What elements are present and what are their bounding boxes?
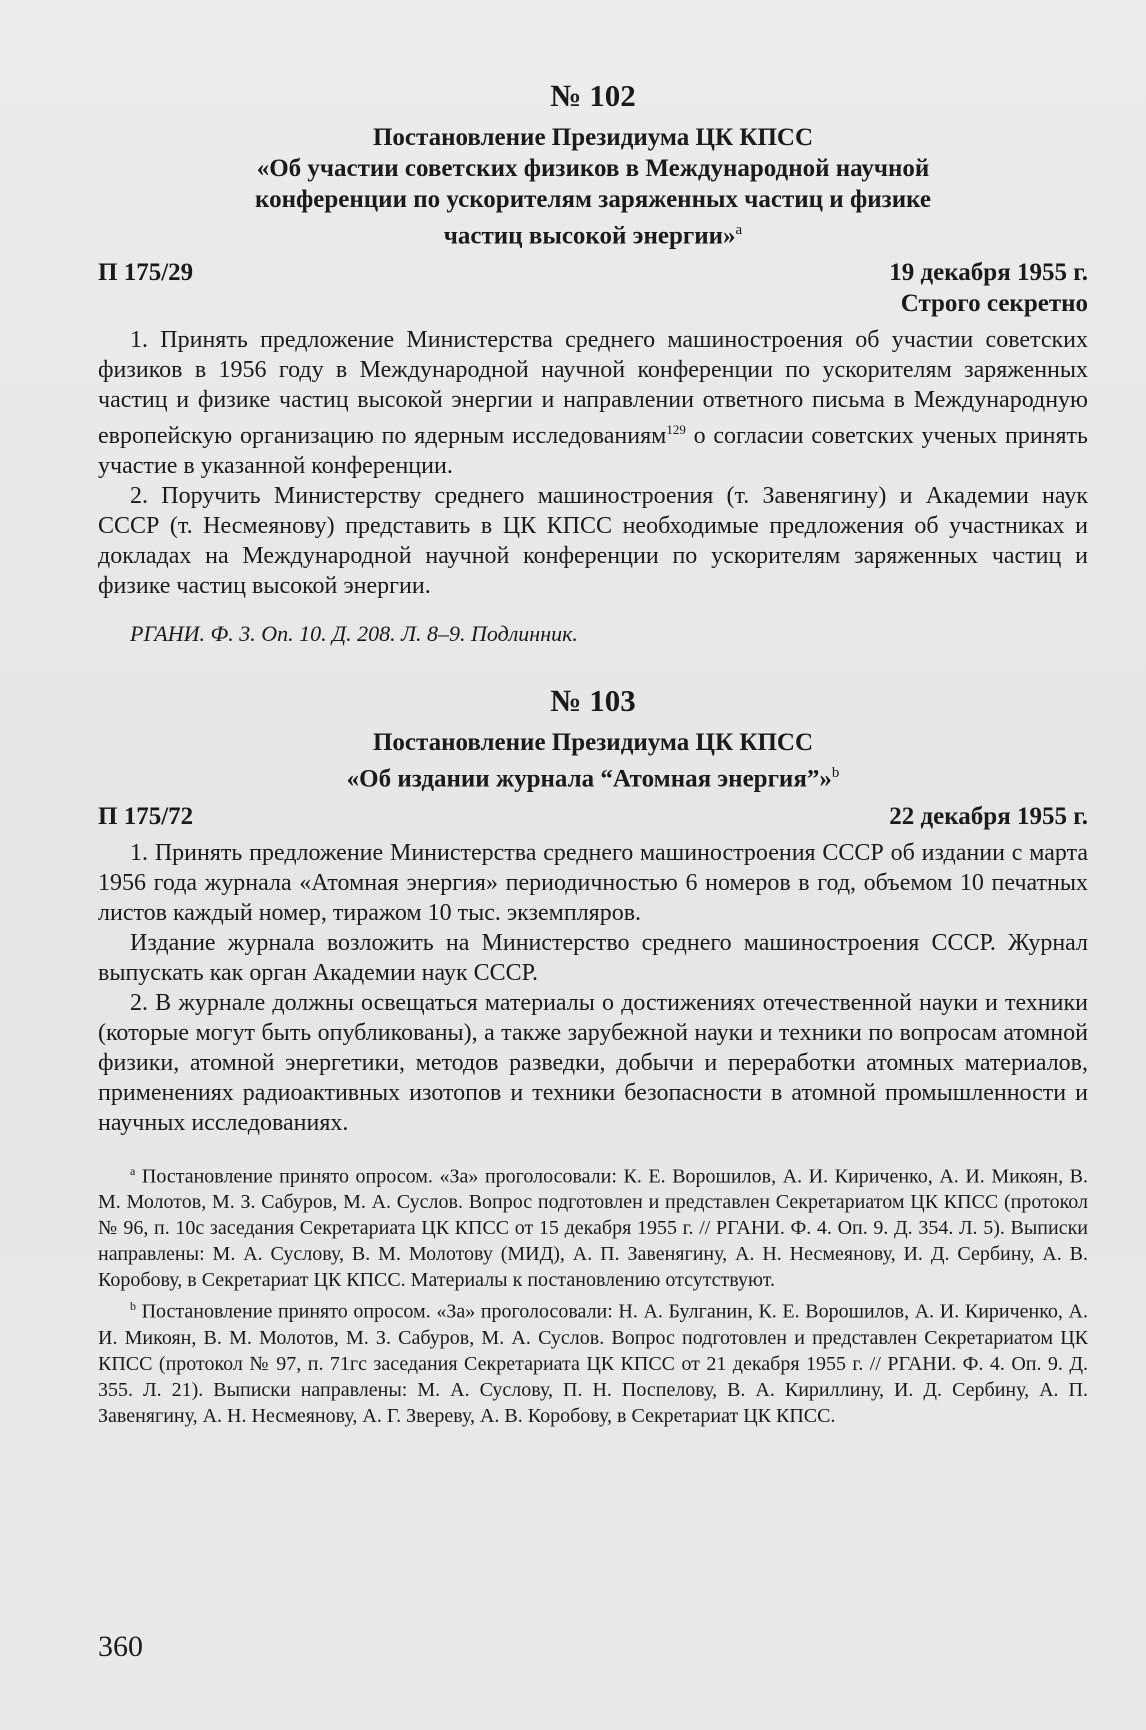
footnote-marker: b [130, 1299, 136, 1314]
document-number: № 103 [550, 683, 636, 719]
paragraph: Издание журнала возложить на Министерство среднего машиностроения СССР. Журнал выпускать как орган Академии наук СССР. [98, 929, 1088, 986]
endnote-ref: 129 [666, 422, 686, 438]
archive-source: РГАНИ. Ф. 3. Оп. 10. Д. 208. Л. 8–9. Подлинник. [130, 621, 578, 647]
document-title-line: «Об участии советских физиков в Международной научной [256, 155, 930, 182]
footnote-marker: a [130, 1163, 136, 1178]
document-title-line: Постановление Президиума ЦК КПСС [372, 124, 814, 151]
classification-label: Строго секретно [900, 290, 1088, 318]
page-number: 360 [98, 1630, 143, 1663]
paragraph: 2. Поручить Министерству среднего машиностроения (т. Завенягину) и Академии наук СССР (т. Несмеянову) представить в ЦК КПСС необходимые предложения об участниках и докладах на Международной научной конференции по ускорителям заряженных частиц и физике частиц высокой энергии. [98, 483, 1088, 600]
document-102 [98, 78, 1088, 649]
document-date: 19 декабря 1955 г. [889, 259, 1088, 287]
footnote [98, 1293, 1088, 1429]
title-text: частиц высокой энергии» [443, 222, 736, 250]
document-number: № 102 [550, 78, 636, 113]
paragraph [98, 325, 1088, 481]
paragraph-text: 1. Принять предложение Министерства среднего машиностроения об участии советских физиков в 1956 году в Международной научной конференции по ускорителям заряженных частиц и физике частиц высокой энергии и направлении ответного письма в Международную европейскую организацию по ядерным исследованиям [98, 327, 1088, 450]
document-date-block [889, 257, 1088, 319]
footnote-marker: b [831, 765, 840, 782]
paragraph: 2. В журнале должны освещаться материалы о достижениях отечественной науки и техники (которые могут быть опубликованы), а также зарубежной науки и техники по вопросам атомной физики, атомной энергетики, методов разведки, добычи и переработки атомных материалов, применениях радиоактивных изотопов и техники безопасности в атомной промышленности и научных исследованиях. [98, 989, 1088, 1136]
document-title-line: Постановление Президиума ЦК КПСС [372, 729, 814, 757]
footnotes [98, 1158, 1088, 1429]
document-title-line: конференции по ускорителям заряженных частиц и физике [255, 186, 931, 213]
document-code: П 175/72 [98, 802, 194, 830]
document-103 [98, 683, 1088, 1137]
footnote-marker: a [735, 222, 743, 238]
paragraph: 1. Принять предложение Министерства среднего машиностроения СССР об издании с марта 1956 года журнала «Атомная энергия» периодичностью 6 номеров в год, объемом 10 печатных листов каждый номер, тиражом 10 тыс. экземпляров. [98, 839, 1088, 926]
title-text: «Об издании журнала “Атомная энергия”» [346, 765, 832, 793]
document-date: 22 декабря 1955 г. [889, 802, 1088, 830]
paragraph-text: о согласии советских ученых принять участие в указанной конференции. [98, 423, 1088, 480]
document-code: П 175/29 [98, 259, 194, 287]
document-title-line [98, 215, 1088, 251]
document-meta [98, 257, 1088, 319]
page-content [98, 78, 1088, 1429]
document-title-line [98, 758, 1088, 794]
footnote [98, 1158, 1088, 1294]
document-meta [98, 801, 1088, 832]
footnote-text: Постановление принято опросом. «За» проголосовали: Н. А. Булганин, К. Е. Ворошилов, А. И. Кириченко, А. И. Микоян, В. М. Молотов, М. З. Сабуров, М. А. Суслов. Вопрос подготовлен и представлен Секретариатом ЦК КПСС (протокол № 97, п. 71гс заседания Секретариата ЦК КПСС от 21 декабря 1955 г. // РГАНИ. Ф. 4. Оп. 9. Д. 355. Л. 21). Выписки направлены: М. А. Суслову, П. Н. Поспелову, В. А. Кириллину, И. Д. Сербину, А. П. Завенягину, А. Н. Несмеянову, А. Г. Звереву, А. В. Коробову, в Секретариат ЦК КПСС. [98, 1300, 1088, 1427]
footnote-text: Постановление принято опросом. «За» проголосовали: К. Е. Ворошилов, А. И. Кириченко, А. И. Микоян, В. М. Молотов, М. З. Сабуров, М. А. Суслов. Вопрос подготовлен и представлен Секретариатом ЦК КПСС (протокол № 96, п. 10с заседания Секретариата ЦК КПСС от 15 декабря 1955 г. // РГАНИ. Ф. 4. Оп. 9. Д. 354. Л. 5). Выписки направлены: М. А. Суслову, В. М. Молотову (МИД), А. П. Завенягину, А. Н. Несмеянову, И. Д. Сербину, А. В. Коробову, в Секретариат ЦК КПСС. Материалы к постановлению отсутствуют. [98, 1165, 1088, 1292]
